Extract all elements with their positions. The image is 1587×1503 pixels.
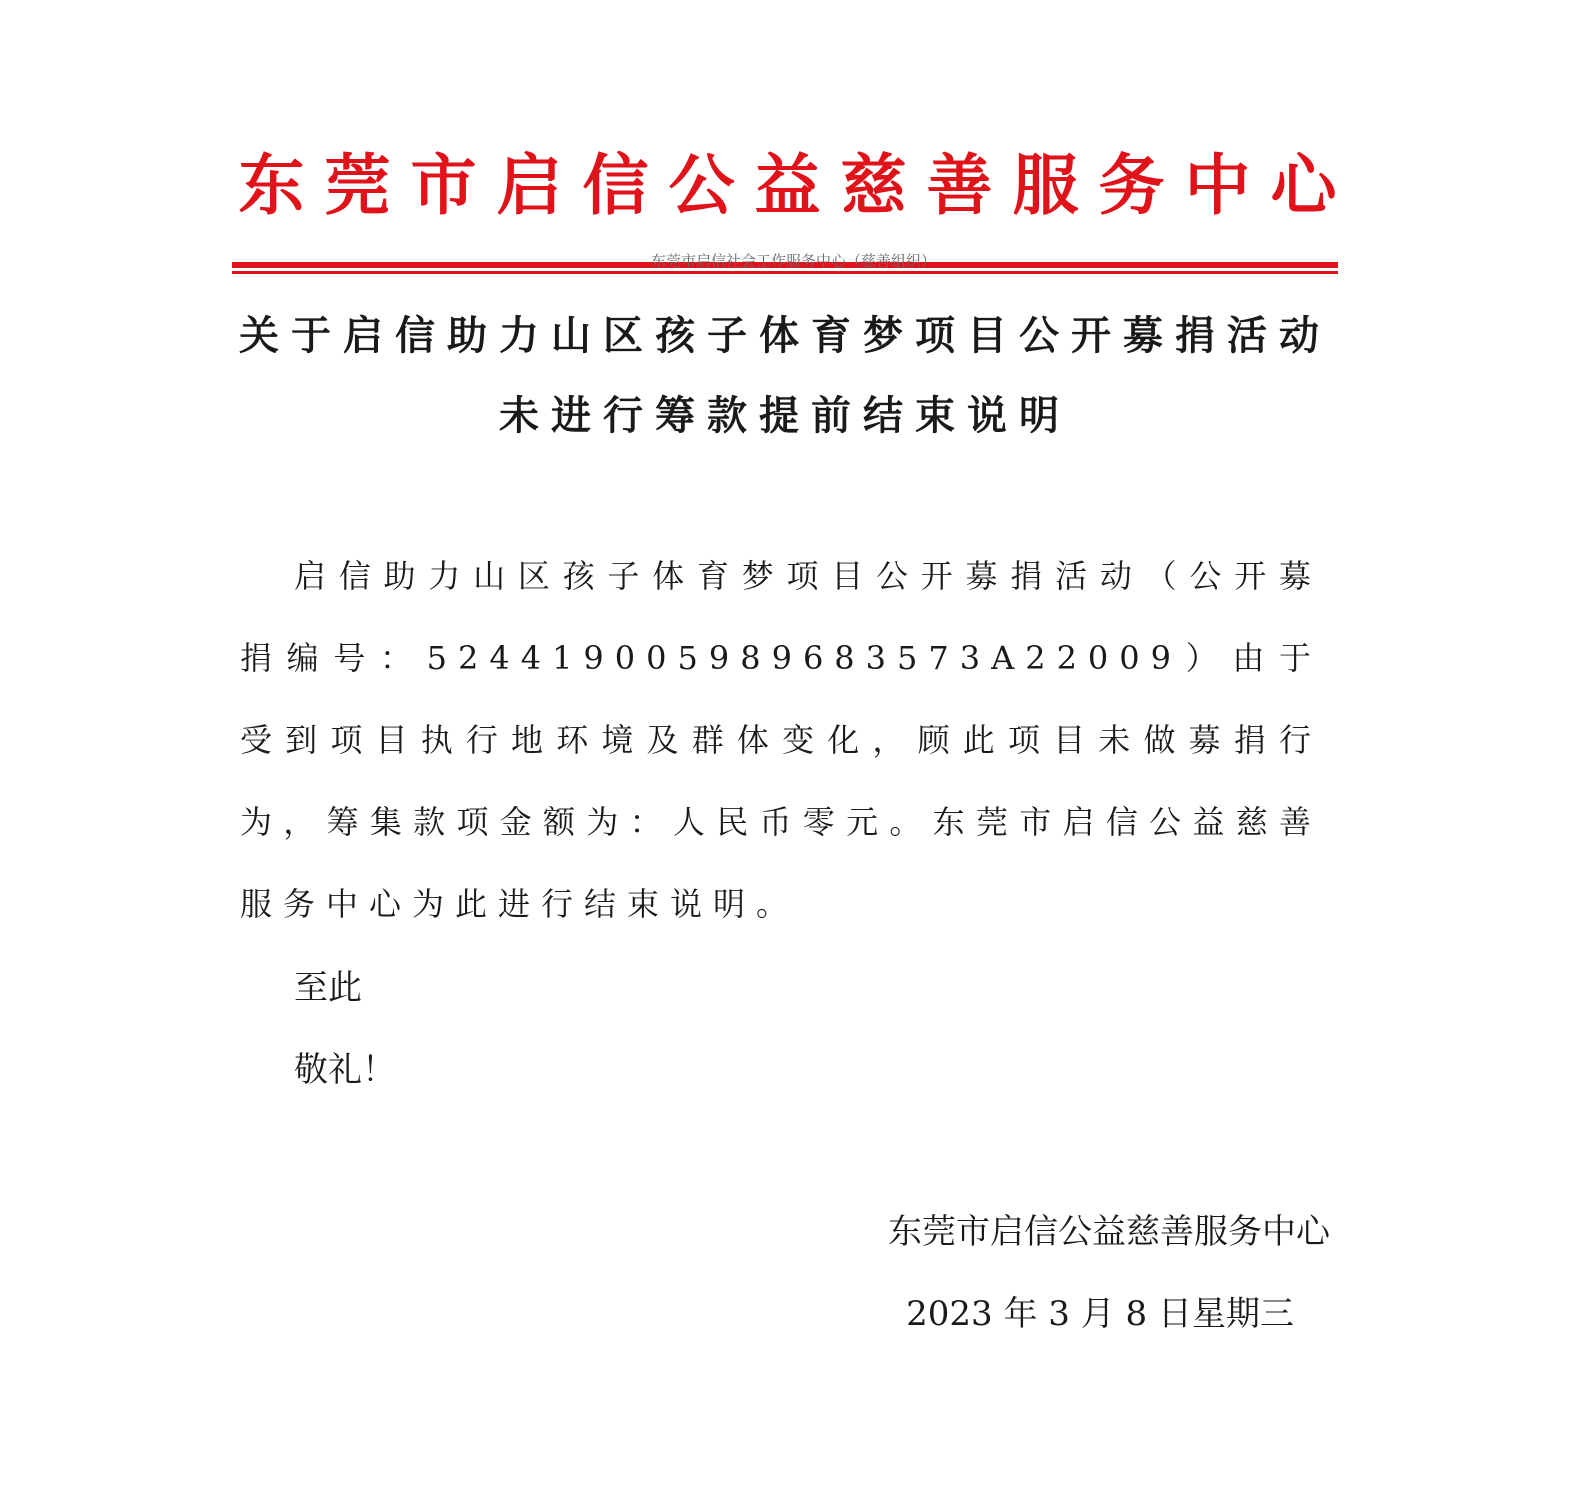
document-title bbox=[232, 296, 1338, 456]
letterhead-sub-org: 东莞市启信社会工作服务中心（慈善组织） bbox=[650, 252, 936, 270]
body-paragraph: 启信助力山区孩子体育梦项目公开募捐活动（公开募捐编号：524419005989683573A22009）由于受到项目执行地环境及群体变化，顾此项目未做募捐行为，筹集款项金额为：人民币零元。东莞市启信公益慈善服务中心为此进行结束说明。 bbox=[240, 557, 1322, 923]
signature-date: 2023 年 3 月 8 日星期三 bbox=[906, 1294, 1294, 1334]
closing-line-2: 敬礼！ bbox=[294, 1050, 396, 1090]
letterhead-org-name: 东莞市启信公益慈善服务中心 bbox=[238, 146, 1357, 224]
signature-org: 东莞市启信公益慈善服务中心 bbox=[888, 1212, 1330, 1252]
document-title-line-1: 关于启信助力山区孩子体育梦项目公开募捐活动 bbox=[239, 312, 1331, 359]
document-title-line-2: 未进行筹款提前结束说明 bbox=[499, 392, 1071, 439]
letterhead-rule-bottom bbox=[232, 271, 1338, 274]
closing-line-1: 至此 bbox=[294, 968, 362, 1008]
